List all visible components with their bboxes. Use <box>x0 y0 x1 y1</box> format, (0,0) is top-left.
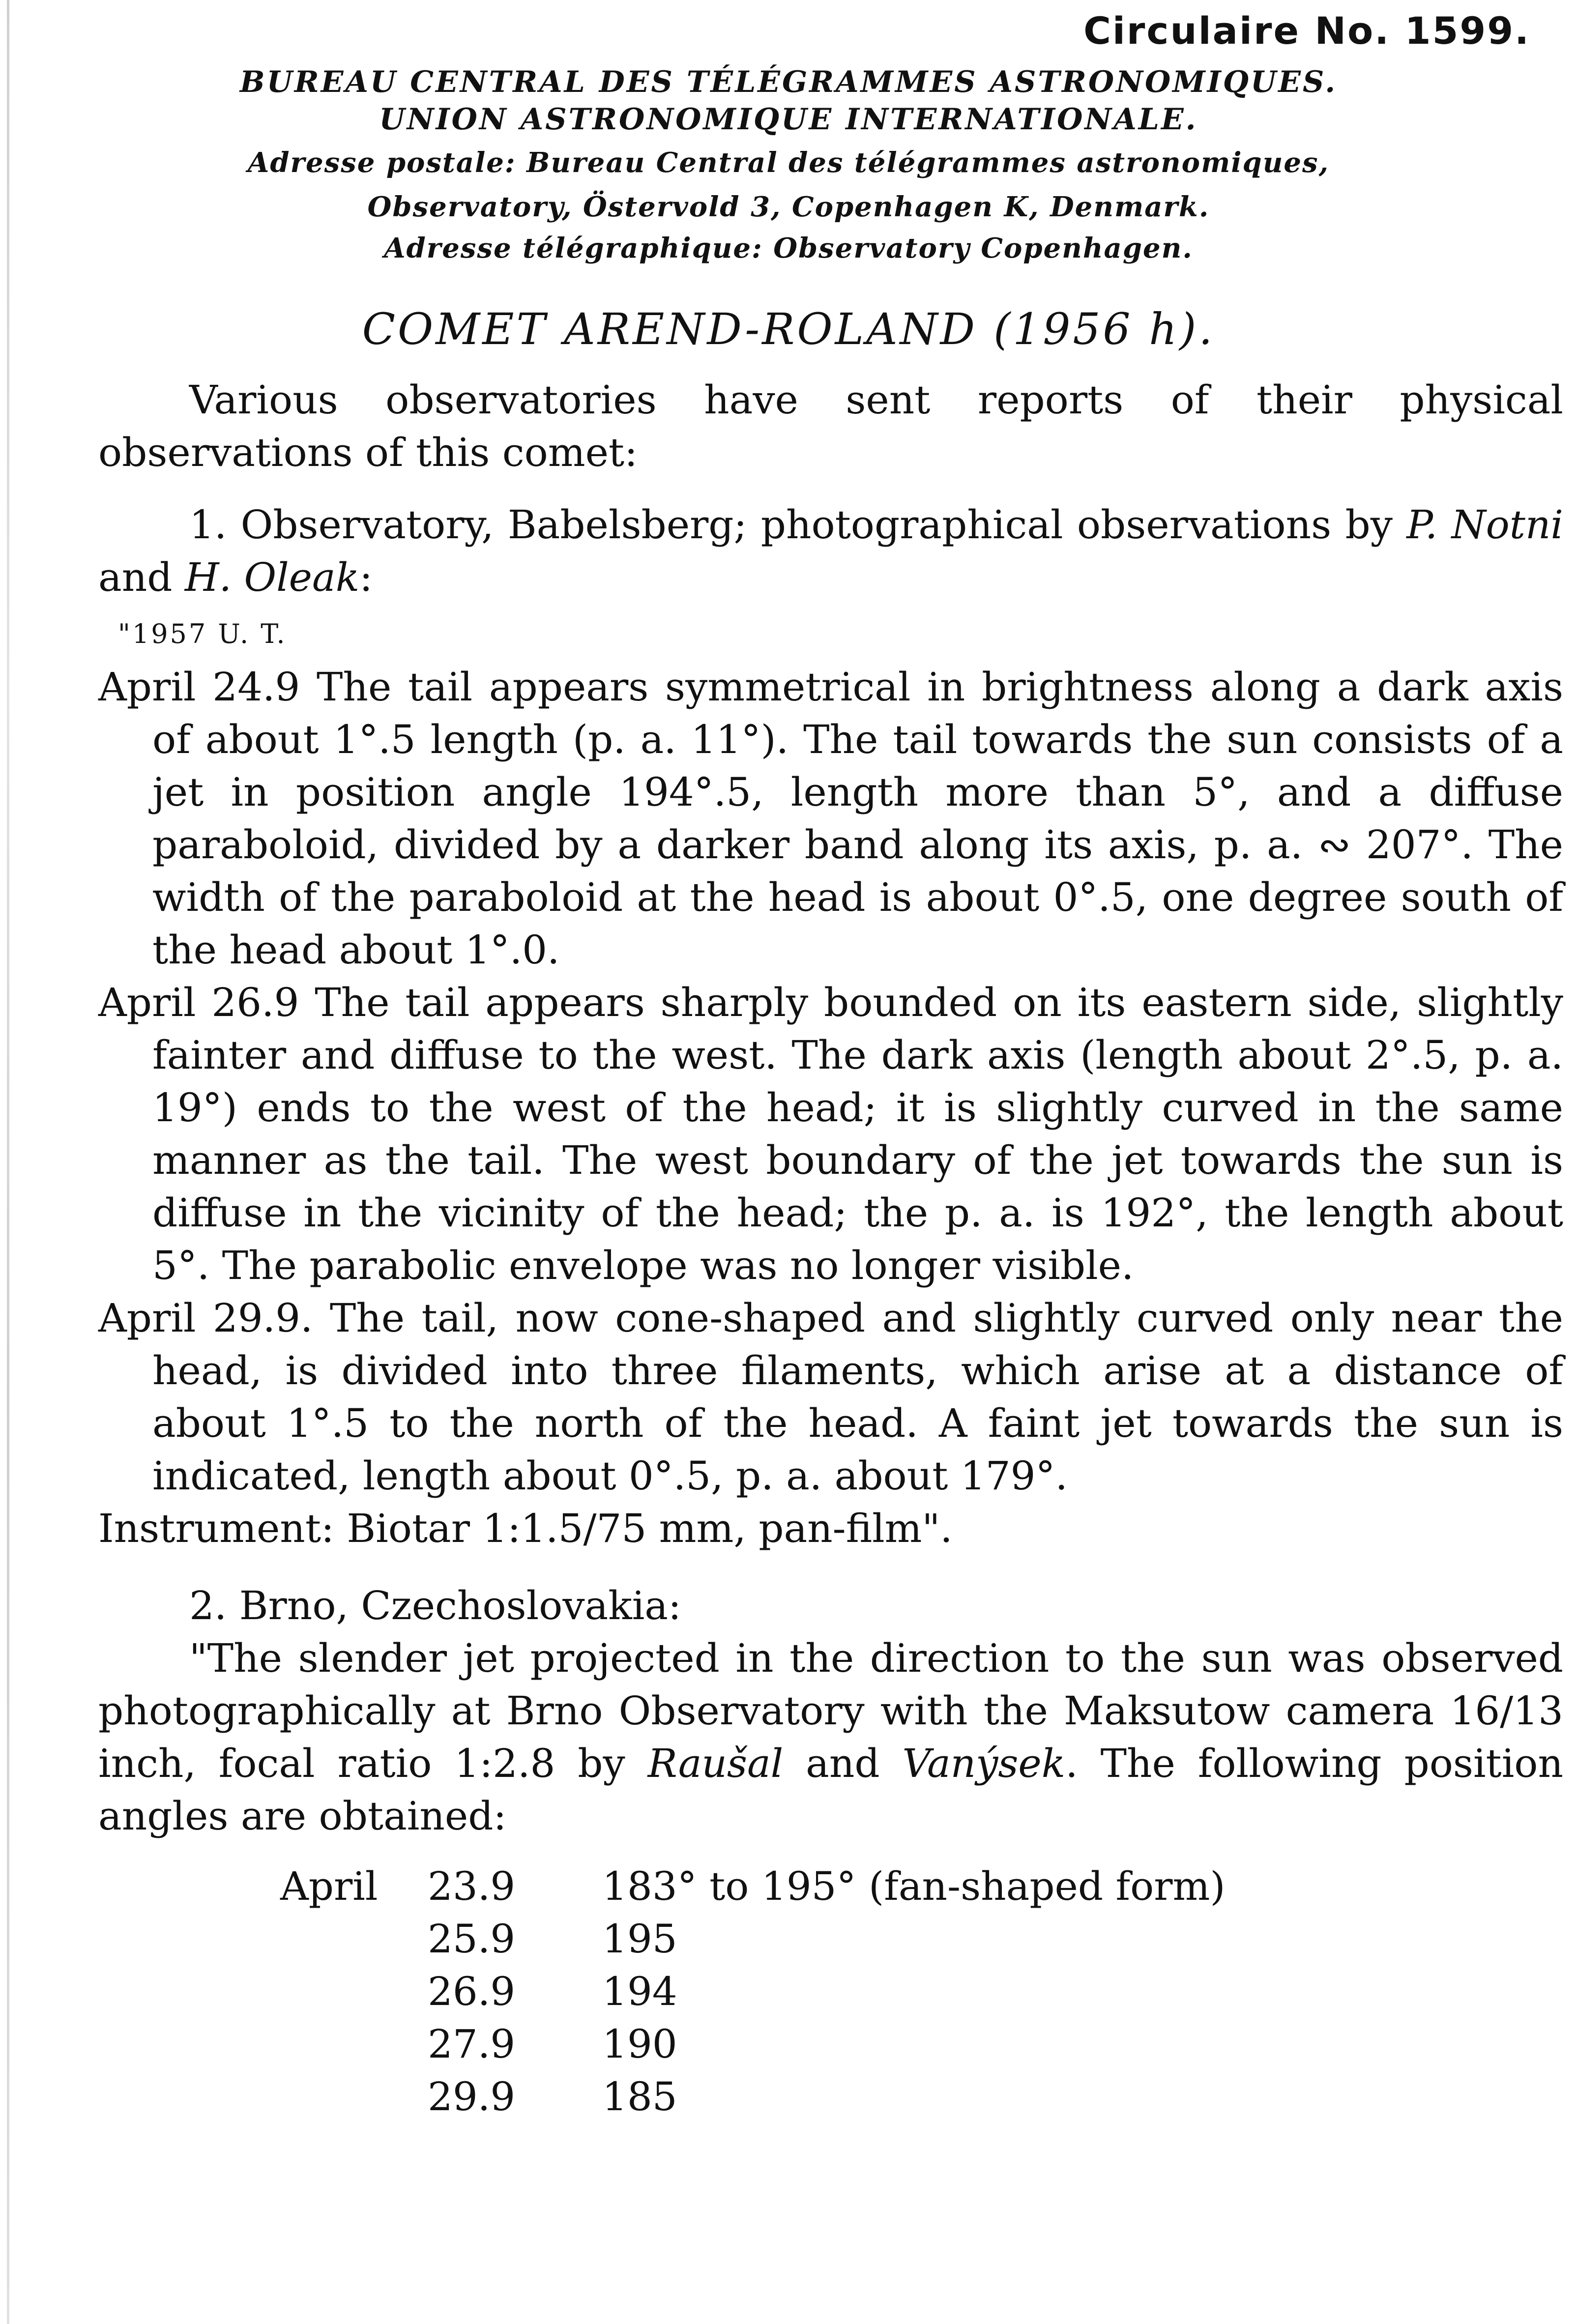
table-position-angle: 195 <box>602 1916 677 1962</box>
intro-paragraph: Various observatories have sent reports of their physical observations of this comet: <box>98 377 1563 475</box>
table-date: 29.9 <box>428 2074 516 2120</box>
table-month <box>280 1913 428 1965</box>
section-1-heading <box>98 498 1563 604</box>
ut-label: "1957 U. T. <box>118 618 287 649</box>
section-1-colon: : <box>359 554 373 600</box>
table-position-angle: 183° to 195° (fan-shaped form) <box>602 1863 1226 1909</box>
table-date: 26.9 <box>428 1969 516 2014</box>
section-2-paragraph <box>98 1632 1563 1842</box>
telegraphic-address: Adresse télégraphique: Observatory Copenhagen. <box>384 232 1193 264</box>
observer-oleak: H. Oleak <box>184 554 360 600</box>
table-date: 25.9 <box>428 1916 516 1962</box>
table-row <box>280 2018 1487 2070</box>
observation-april-29: April 29.9. The tail, now cone-shaped and slightly curved only near the head, is divided into three filaments, which arise at a distance of about 1°.5 to the north of the head. A faint jet towards the sun is indicated, length about 0°.5, p. a. about 179°. <box>98 1295 1563 1499</box>
section-1-heading-text: 1. Observatory, Babelsberg; photographical observations by <box>189 502 1407 548</box>
section-2-text-a: "The slender jet projected in the direction to the sun was observed photographically at Brno Observatory with the Maksutow camera 16/13 inch, focal ratio 1:2.8 by <box>98 1635 1563 1786</box>
table-month <box>280 2070 428 2123</box>
union-name: UNION ASTRONOMIQUE INTERNATIONALE. <box>379 102 1198 137</box>
postal-address-line-1: Adresse postale: Bureau Central des télégrammes astronomiques, <box>247 146 1330 179</box>
position-angle-table <box>280 1860 1487 2123</box>
table-position-angle: 194 <box>602 1969 677 2014</box>
table-date: 27.9 <box>428 2021 516 2067</box>
table-row <box>280 1913 1487 1965</box>
table-row <box>280 2070 1487 2123</box>
section-2-heading: 2. Brno, Czechoslovakia: <box>189 1583 681 1628</box>
instrument-line: Instrument: Biotar 1:1.5/75 mm, pan-film". <box>98 1506 953 1551</box>
observer-notni: P. Notni <box>1406 502 1564 548</box>
table-month: April <box>280 1863 378 1909</box>
table-month <box>280 1965 428 2018</box>
postal-address-line-2: Observatory, Östervold 3, Copenhagen K, Denmark. <box>367 191 1210 223</box>
table-date: 23.9 <box>428 1863 516 1909</box>
circular-number: Circulaire No. 1599. <box>1083 9 1530 53</box>
section-2-and: and <box>783 1741 903 1786</box>
bureau-name: BUREAU CENTRAL DES TÉLÉGRAMMES ASTRONOMIQUES. <box>239 65 1338 99</box>
observer-rausal: Raušal <box>647 1741 784 1786</box>
section-1-and: and <box>98 554 185 600</box>
observation-april-26: April 26.9 The tail appears sharply bounded on its eastern side, slightly fainter and diffuse to the west. The dark axis (length about 2°.5, p. a. 19°) ends to the west of the head; it is slightly curved in the same manner as the tail. The west boundary of the jet towards the sun is diffuse in the vicinity of the head; the p. a. is 192°, the length about 5°. The parabolic envelope was no longer visible. <box>98 980 1563 1288</box>
table-row <box>280 1860 1487 1913</box>
table-position-angle: 185 <box>602 2074 677 2120</box>
table-month <box>280 2018 428 2070</box>
table-row <box>280 1965 1487 2018</box>
observer-vanysek: Vanýsek <box>902 1741 1066 1786</box>
circular-title: COMET AREND-ROLAND (1956 h). <box>362 304 1215 354</box>
observation-april-24: April 24.9 The tail appears symmetrical in brightness along a dark axis of about 1°.5 length (p. a. 11°). The tail towards the sun consists of a jet in position angle 194°.5, length more than 5°, and a diffuse paraboloid, divided by a darker band along its axis, p. a. ∾ 207°. The width of the paraboloid at the head is about 0°.5, one degree south of the head about 1°.0. <box>98 664 1563 973</box>
circular-body <box>98 374 1563 2123</box>
table-position-angle: 190 <box>602 2021 677 2067</box>
section-2-text-b: . The following position angles are obtained: <box>98 1741 1563 1839</box>
